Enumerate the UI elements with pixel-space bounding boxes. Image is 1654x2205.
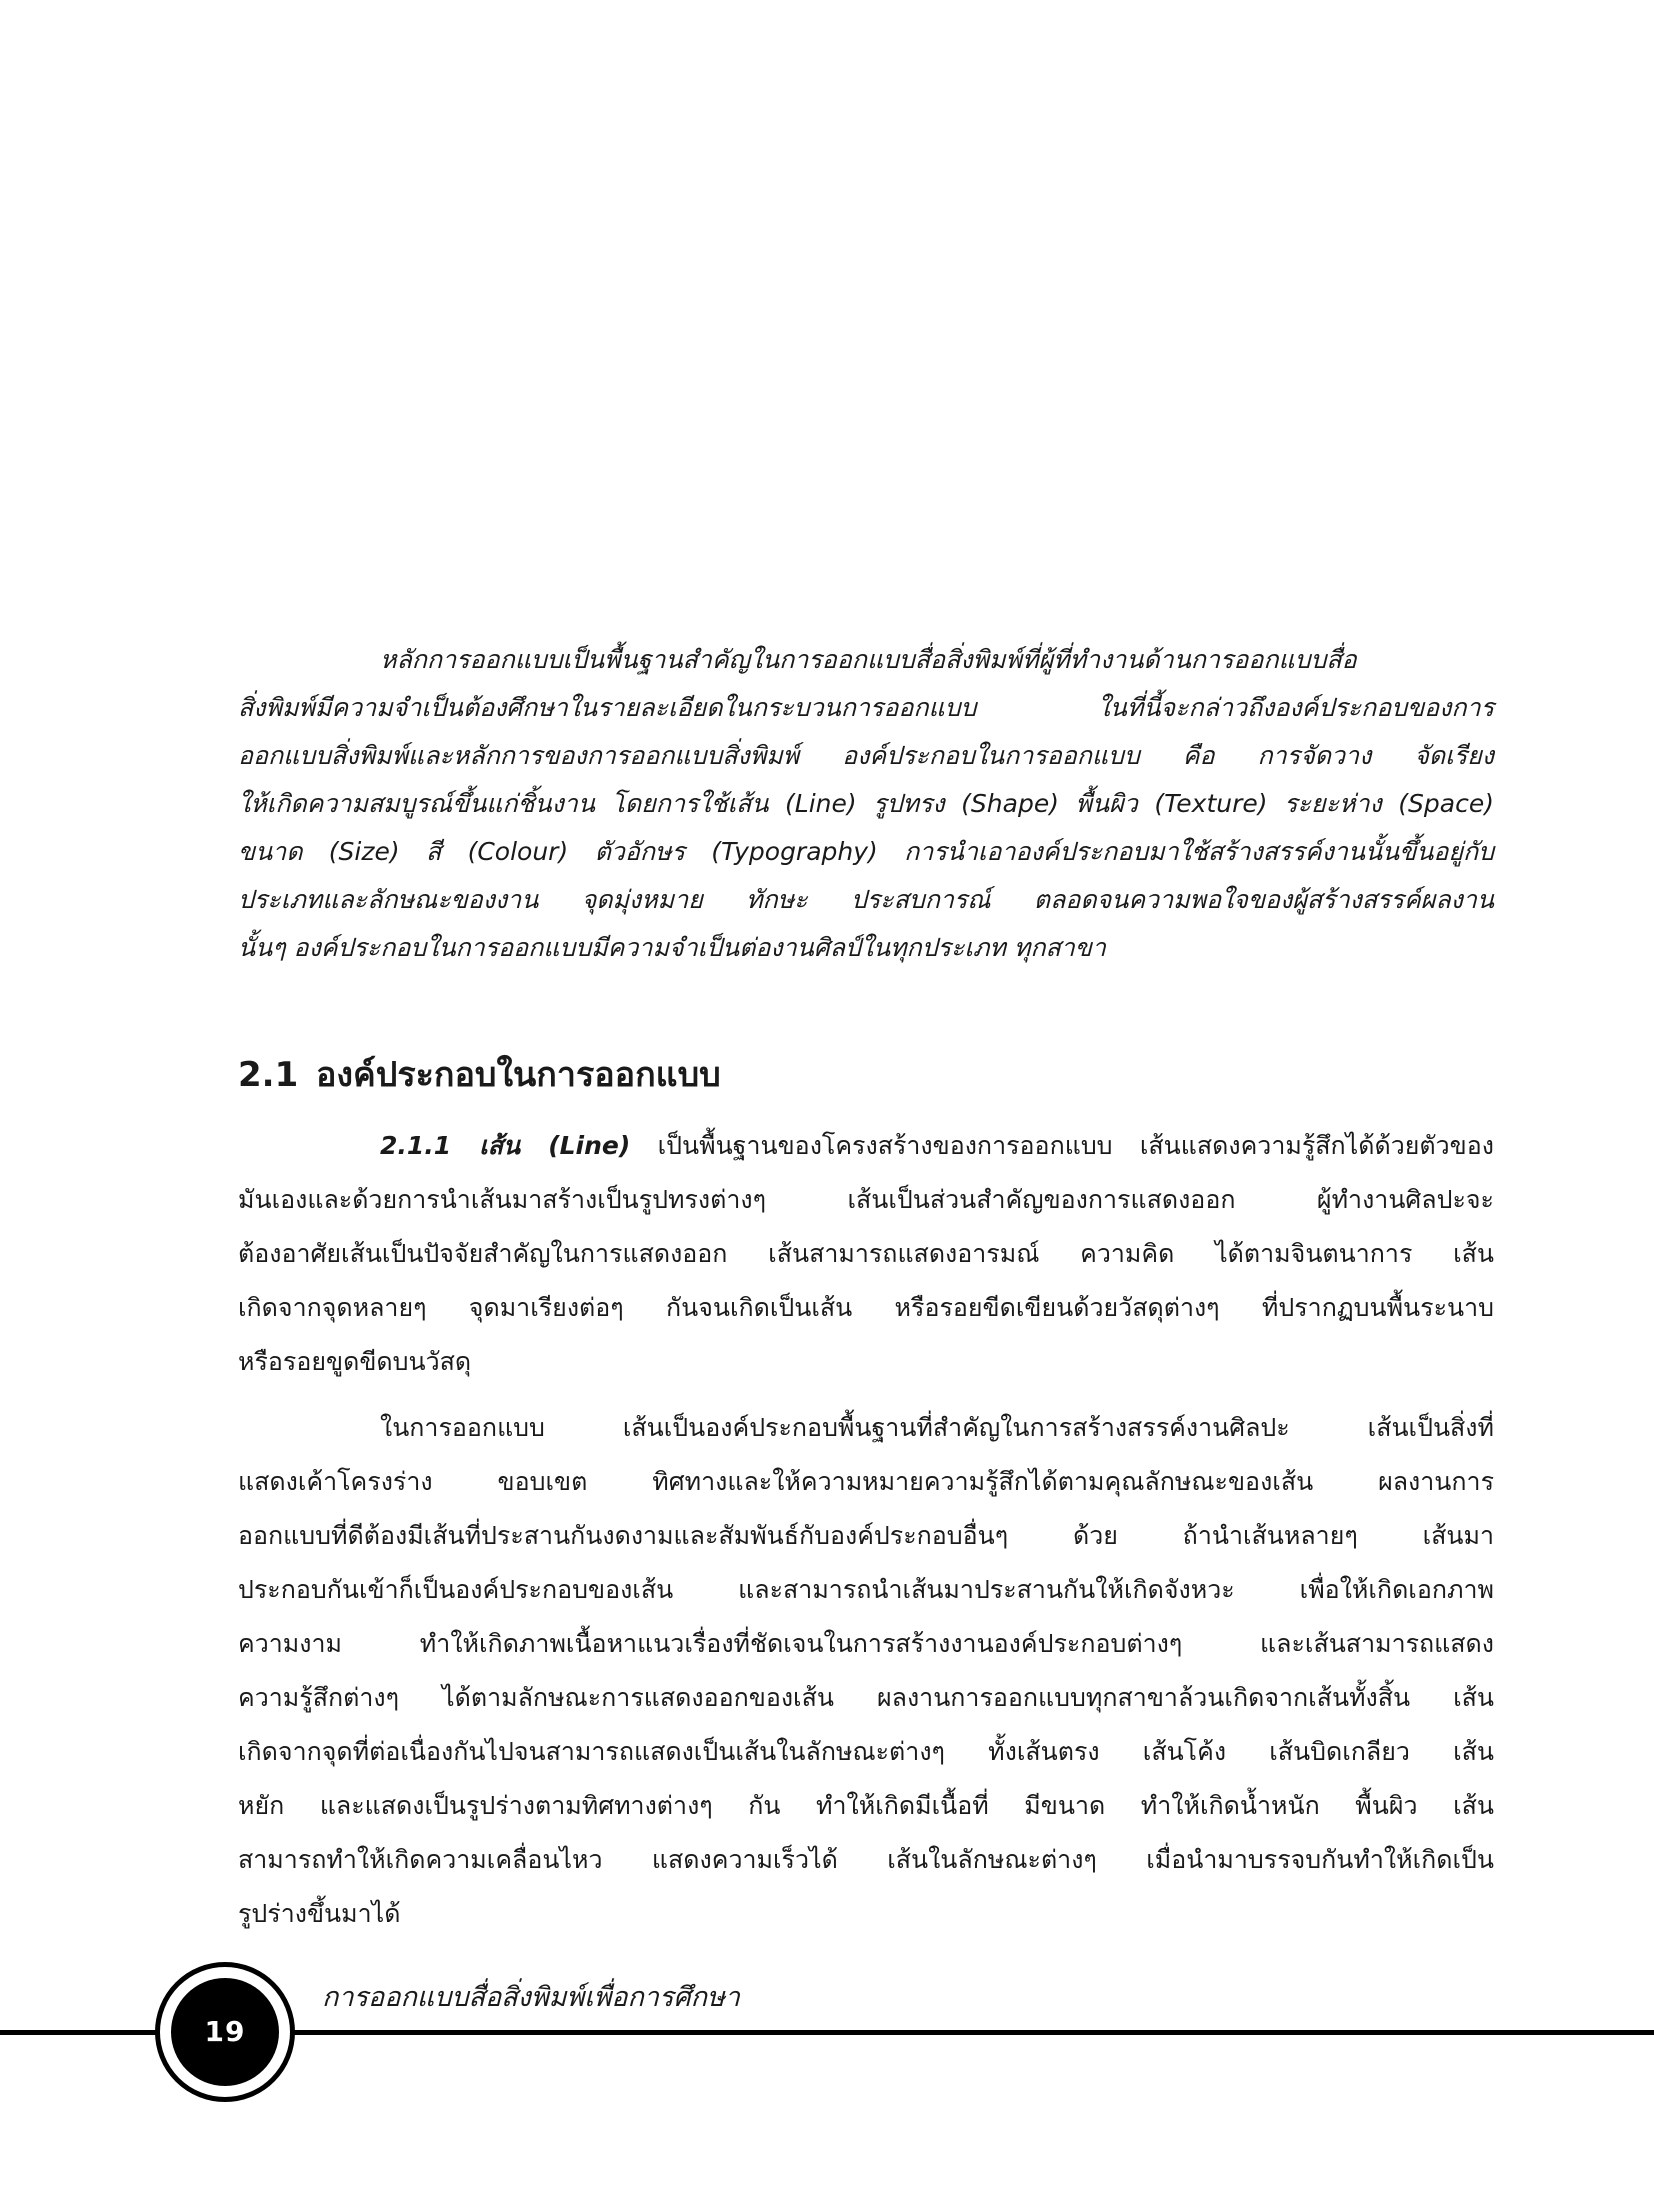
- p2-line-5: ความงาม ทำให้เกิดภาพเนื้อหาแนวเรื่องที่ชัดเจนในการสร้างงานองค์ประกอบต่างๆ และเส้นสามารถแสดง: [238, 1629, 1494, 1658]
- subsection-heading: 2.1.1 เส้น (Line): [380, 1131, 631, 1160]
- p2-line-3: ออกแบบที่ดีต้องมีเส้นที่ประสานกันงดงามและสัมพันธ์กับองค์ประกอบอื่นๆ ด้วย ถ้านำเส้นหลายๆ เส้นมา: [238, 1521, 1494, 1550]
- p2-line-1: ในการออกแบบ เส้นเป็นองค์ประกอบพื้นฐานที่สำคัญในการสร้างสรรค์งานศิลปะ เส้นเป็นสิ่งที่: [380, 1413, 1494, 1442]
- page-number: 19: [171, 1978, 279, 2086]
- section-title: องค์ประกอบในการออกแบบ: [316, 1055, 721, 1095]
- p2-line-2: แสดงเค้าโครงร่าง ขอบเขต ทิศทางและให้ความหมายความรู้สึกได้ตามคุณลักษณะของเส้น ผลงานการ: [238, 1467, 1494, 1496]
- intro-line-3: ออกแบบสิ่งพิมพ์และหลักการของการออกแบบสิ่งพิมพ์ องค์ประกอบในการออกแบบ คือ การจัดวาง จัดเรียง: [238, 741, 1494, 770]
- p2-line-7: เกิดจากจุดที่ต่อเนื่องกันไปจนสามารถแสดงเป็นเส้นในลักษณะต่างๆ ทั้งเส้นตรง เส้นโค้ง เส้นบิดเกลียว เส้น: [238, 1737, 1494, 1766]
- subsection-line-1: [380, 1122, 1494, 1170]
- p2-line-9: สามารถทำให้เกิดความเคลื่อนไหว แสดงความเร็วได้ เส้นในลักษณะต่างๆ เมื่อนำมาบรรจบกันทำให้เกิดเป็น: [238, 1845, 1494, 1874]
- subsection-line-5: หรือรอยขูดขีดบนวัสดุ: [238, 1347, 472, 1376]
- intro-line-5: ขนาด (Size) สี (Colour) ตัวอักษร (Typography) การนำเอาองค์ประกอบมาใช้สร้างสรรค์งานนั้นขึ้นอยู่กับ: [238, 837, 1494, 866]
- intro-line-4: ให้เกิดความสมบูรณ์ขึ้นแก่ชิ้นงาน โดยการใช้เส้น (Line) รูปทรง (Shape) พื้นผิว (Texture) ระยะห่าง (Space): [238, 789, 1494, 818]
- p2-line-10: รูปร่างขึ้นมาได้: [238, 1899, 401, 1928]
- subsection-line-2: มันเองและด้วยการนำเส้นมาสร้างเป็นรูปทรงต่างๆ เส้นเป็นส่วนสำคัญของการแสดงออก ผู้ทำงานศิลปะจะ: [238, 1185, 1494, 1214]
- footer-book-title: การออกแบบสื่อสิ่งพิมพ์เพื่อการศึกษา: [322, 1982, 740, 2013]
- p2-line-6: ความรู้สึกต่างๆ ได้ตามลักษณะการแสดงออกของเส้น ผลงานการออกแบบทุกสาขาล้วนเกิดจากเส้นทั้งสิ้น เส้น: [238, 1683, 1494, 1712]
- intro-line-1: หลักการออกแบบเป็นพื้นฐานสำคัญในการออกแบบสื่อสิ่งพิมพ์ที่ผู้ที่ทำงานด้านการออกแบบสื่อ: [380, 645, 1357, 674]
- section-heading: [238, 1045, 721, 1105]
- p2-line-8: หยัก และแสดงเป็นรูปร่างตามทิศทางต่างๆ กัน ทำให้เกิดมีเนื้อที่ มีขนาด ทำให้เกิดน้ำหนัก พื้นผิว เส้น: [238, 1791, 1494, 1820]
- subsection-line-3: ต้องอาศัยเส้นเป็นปัจจัยสำคัญในการแสดงออก เส้นสามารถแสดงอารมณ์ ความคิด ได้ตามจินตนาการ เส้น: [238, 1239, 1494, 1268]
- section-number: 2.1: [238, 1055, 299, 1095]
- intro-line-6: ประเภทและลักษณะของงาน จุดมุ่งหมาย ทักษะ ประสบการณ์ ตลอดจนความพอใจของผู้สร้างสรรค์ผลงาน: [238, 885, 1494, 914]
- p2-line-4: ประกอบกันเข้าก็เป็นองค์ประกอบของเส้น และสามารถนำเส้นมาประสานกันให้เกิดจังหวะ เพื่อให้เกิดเอกภาพ: [238, 1575, 1494, 1604]
- intro-line-2: สิ่งพิมพ์มีความจำเป็นต้องศึกษาในรายละเอียดในกระบวนการออกแบบ ในที่นี้จะกล่าวถึงองค์ประกอบของการ: [238, 693, 1494, 722]
- subsection-line-4: เกิดจากจุดหลายๆ จุดมาเรียงต่อๆ กันจนเกิดเป็นเส้น หรือรอยขีดเขียนด้วยวัสดุต่างๆ ที่ปรากฏบนพื้นระนาบ: [238, 1293, 1494, 1322]
- subsection-line-1-text: เป็นพื้นฐานของโครงสร้างของการออกแบบ เส้นแสดงความรู้สึกได้ด้วยตัวของ: [630, 1131, 1494, 1160]
- intro-line-7: นั้นๆ องค์ประกอบในการออกแบบมีความจำเป็นต่องานศิลป์ในทุกประเภท ทุกสาขา: [238, 933, 1106, 962]
